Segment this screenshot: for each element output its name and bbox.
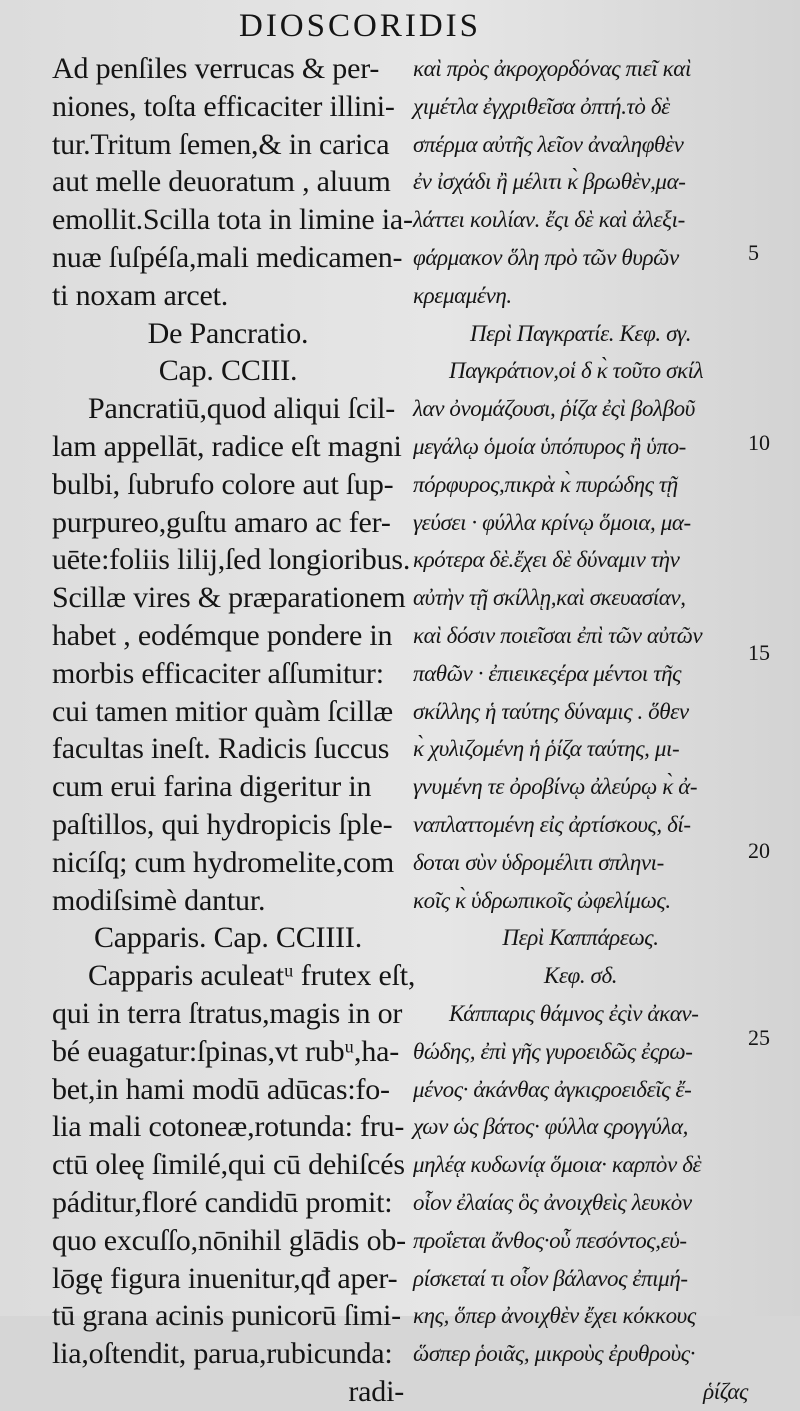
text-line: ἐν ἰσχάδι ἢ μέλιτι κ̀ βρωθὲν,μα- xyxy=(413,169,686,195)
text-line: ρίσκεταί τι οἷον βάλανος ἐπιμή- xyxy=(413,1265,688,1291)
text-line: καὶ δόσιν ποιεῖσαι ἐπὶ τῶν αὐτῶν xyxy=(413,622,703,648)
text-line: μηλέᾳ κυδωνίᾳ ὅμοια· καρπὸν δὲ xyxy=(413,1152,702,1178)
text-line: De Pancratio. xyxy=(147,316,309,350)
text-line: purpureo,guſtu amaro ac fer- xyxy=(52,505,391,539)
text-line: παθῶν · ἐπιεικεςέρα μέντοι τῆς xyxy=(413,660,682,686)
line-number: 25 xyxy=(748,1025,770,1050)
text-line: cui tamen mitior quàm ſcillæ xyxy=(52,694,393,728)
text-line: Cap. CCIII. xyxy=(158,354,298,388)
text-line: emollit.Scilla tota in limine ia- xyxy=(52,203,413,237)
text-line: uēte:foliis lilij,ſed longioribus. xyxy=(52,543,411,577)
text-line: ῥίζας xyxy=(703,1378,748,1404)
text-line: ctū oleę ſimilé,qui cū dehiſcés xyxy=(52,1148,405,1182)
text-line: αὐτὴν τῇ σκίλλῃ,καὶ σκευασίαν, xyxy=(413,585,686,611)
text-line: modiſsimè dantur. xyxy=(52,883,266,917)
text-line: Κεφ. σδ. xyxy=(543,963,618,989)
text-line: morbis efficaciter aſſumitur: xyxy=(52,656,384,690)
text-line: facultas ineſt. Radicis ſuccus xyxy=(52,732,390,766)
text-line: qui in terra ſtratus,magis in or xyxy=(52,996,403,1030)
text-line: λάττει κοιλίαν. ἔςι δὲ καὶ ἀλεξι- xyxy=(413,207,685,233)
text-line: lam appellāt, radice eſt magni xyxy=(52,429,402,463)
text-line: γεύσει · φύλλα κρίνῳ ὅμοια, μα- xyxy=(413,509,691,535)
text-line: μεγάλῳ ὁμοία ὑπόπυρος ἢ ὑπο- xyxy=(413,433,686,459)
text-line: κρεμαμένη. xyxy=(413,282,512,308)
line-number: 10 xyxy=(748,430,770,455)
text-line: quo excuſſo,nōnihil glādis ob- xyxy=(52,1223,406,1257)
text-line: ναπλαττομένη εἰς ἀρτίσκους, δί- xyxy=(413,811,691,837)
text-line: lōgę figura inuenitur,qđ aper- xyxy=(52,1261,398,1295)
line-number: 20 xyxy=(748,838,770,863)
text-line: tur.Tritum ſemen,& in carica xyxy=(52,127,390,161)
text-line: δοται σὺν ὑδρομέλιτι σπληνι- xyxy=(413,849,664,875)
text-line: κοῖς κ̀ ὑδρωπικοῖς ὠφελίμως. xyxy=(413,887,671,913)
text-line: tū grana acinis punicorū ſimi- xyxy=(52,1299,401,1333)
text-line: Περὶ Καππάρεως. xyxy=(502,925,659,951)
text-line: lia,oſtendit, parua,rubicunda: xyxy=(52,1337,393,1371)
text-line: θώδης, ἐπὶ γῆς γυροειδῶς ἐςρω- xyxy=(413,1038,693,1064)
text-line: cum erui farina digeritur in xyxy=(52,770,372,804)
text-line: προΐεται ἄνθος·οὗ πεσόντος,εὑ- xyxy=(413,1227,687,1253)
text-line: aut melle deuoratum , aluum xyxy=(52,165,391,199)
text-line: Scillæ vires & præparationem xyxy=(52,581,406,615)
text-line: nuæ ſuſpéſa,mali medicamen- xyxy=(52,240,403,274)
text-line: paſtillos, qui hydropicis ſple- xyxy=(52,807,393,841)
text-line: γνυμένη τε ὀροβίνῳ ἀλεύρῳ κ̀ ἀ- xyxy=(413,774,698,800)
text-line: bet,in hami modū adūcas:fo- xyxy=(52,1072,390,1106)
text-line: Ad penſiles verrucas & per- xyxy=(52,52,380,85)
text-line: κρότερα δὲ.ἔχει δὲ δύναμιν τὴν xyxy=(413,547,680,573)
line-number: 5 xyxy=(748,240,759,265)
text-line: Περὶ Παγκρατίε. Κεφ. σγ. xyxy=(469,320,692,346)
text-line: λαν ὀνομάζουσι, ῥίζα ἐςὶ βολβοῦ xyxy=(413,396,695,422)
text-line: Capparis. Cap. CCIIII. xyxy=(93,921,363,955)
text-line: ti noxam arcet. xyxy=(52,278,229,312)
text-line: Κάππαρις θάμνος ἐςὶν ἀκαν- xyxy=(449,1000,699,1026)
text-line: οἷον ἐλαίας ὃς ἀνοιχθεὶς λευκὸν xyxy=(413,1189,692,1215)
text-line: καὶ πρὸς ἀκροχορδόνας πιεῖ καὶ xyxy=(413,56,691,81)
line-number: 15 xyxy=(748,640,770,665)
text-line: φάρμακον ὅλη πρὸ τῶν θυρῶν xyxy=(413,244,679,270)
greek-column xyxy=(413,50,748,1411)
text-line: radi- xyxy=(348,1374,404,1408)
text-line: habet , eodémque pondere in xyxy=(52,618,393,652)
text-line: μένος· ἀκάνθας ἀγκιςροειδεῖς ἔ- xyxy=(413,1076,692,1102)
text-line: Pancratiū,quod aliqui ſcil- xyxy=(88,392,396,426)
text-line: Capparis aculeatᵘ frutex eſt, xyxy=(88,959,416,993)
text-line: κ̀ χυλιζομένη ἡ ῥίζα ταύτης, μι- xyxy=(413,736,680,762)
text-line: σπέρμα αὐτῆς λεῖον ἀναληφθὲν xyxy=(413,131,684,157)
text-line: páditur,floré candidū promit: xyxy=(52,1185,393,1219)
text-line: niones, toſta efficaciter illini- xyxy=(52,89,395,123)
text-line: lia mali cotoneæ,rotunda: fru- xyxy=(52,1110,405,1144)
text-line: κης, ὅπερ ἀνοιχθὲν ἔχει κόκκους xyxy=(413,1303,696,1329)
text-line: nicíſq; cum hydromelite,com xyxy=(52,845,395,879)
text-line: Παγκράτιον,οἱ δ κ̀ τοῦτο σκίλ xyxy=(449,358,704,384)
text-line: bé euagatur:ſpinas,vt rubᵘ,ha- xyxy=(52,1034,400,1068)
text-line: πόρφυρος,πικρὰ κ̀ πυρώδης τῇ xyxy=(413,471,678,497)
running-header: DIOSCORIDIS xyxy=(238,8,482,44)
text-line: χιμέτλα ἐγχριθεῖσα ὀπτή.τὸ δὲ xyxy=(413,93,670,119)
text-line: σκίλλης ἡ ταύτης δύναμις . ὅθεν xyxy=(413,698,689,724)
text-line: ὥσπερ ῥοιᾶς, μικροὺς ἐρυθροὺς· xyxy=(413,1341,696,1367)
text-line: χων ὡς βάτος· φύλλα ςρογγύλα, xyxy=(413,1114,689,1140)
text-line: bulbi, ſubrufo colore aut ſup- xyxy=(52,467,394,501)
latin-column xyxy=(52,50,416,1411)
